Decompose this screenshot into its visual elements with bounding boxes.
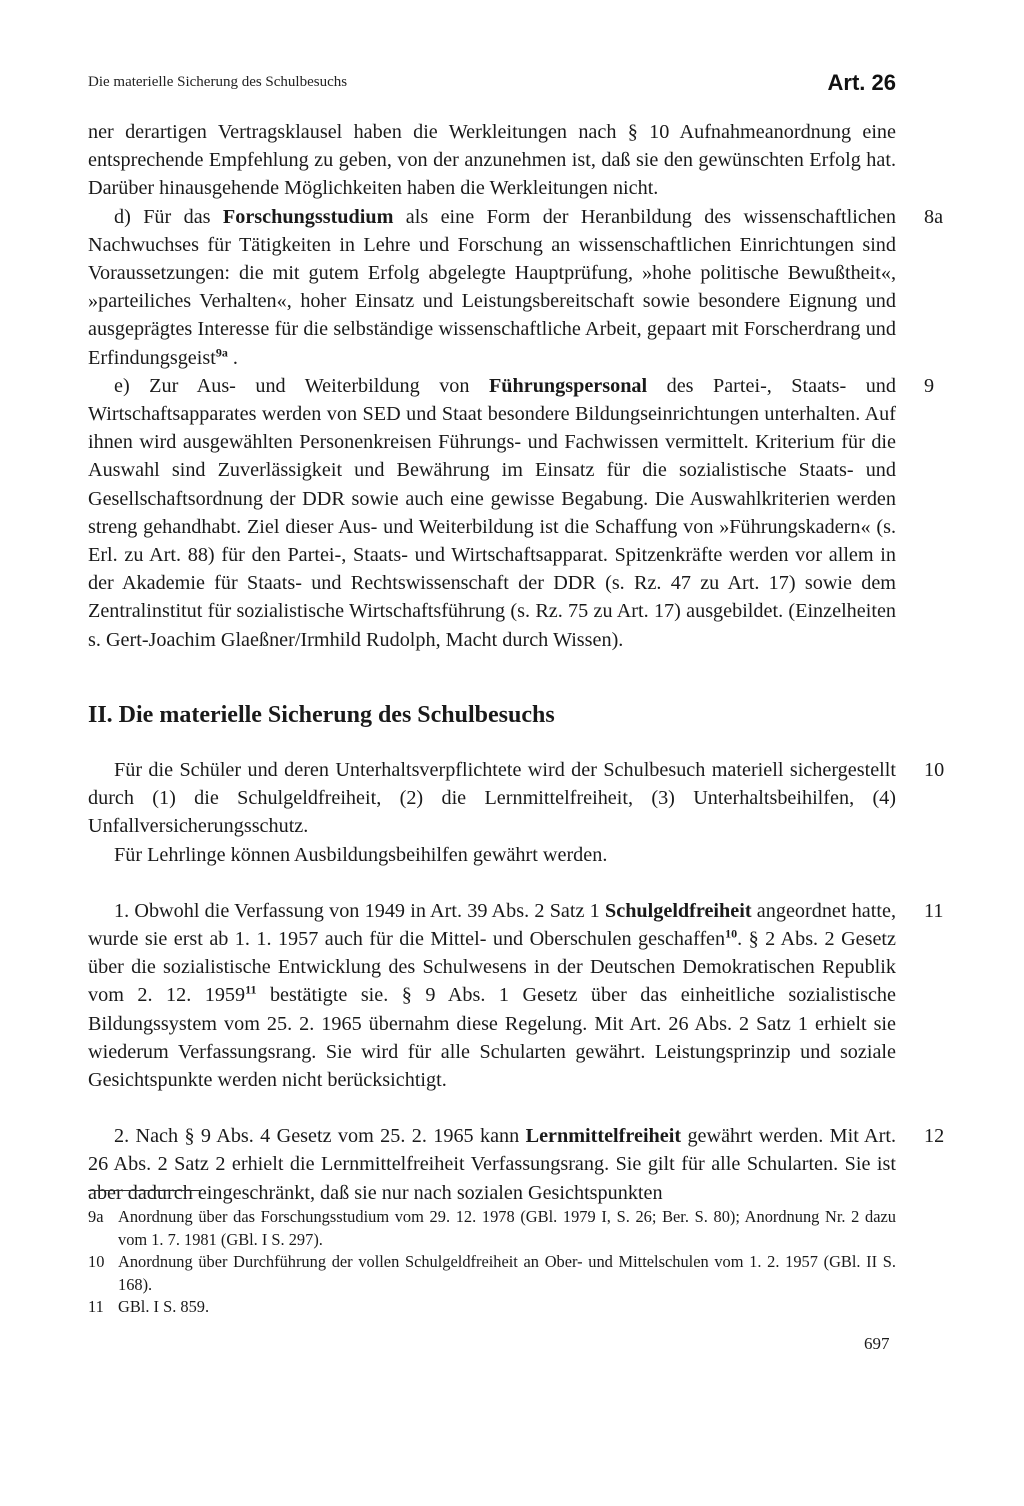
bold-term: Führungspersonal <box>488 374 648 397</box>
bold-term: Forschungsstudium <box>222 205 394 228</box>
paragraph-intro: 10 Für die Schüler und deren Unterhaltsverpflichtete wird der Schulbesuch materiell sichergestellt durch (1) die Schulgeldfreiheit, (2) die Lernmittelfreiheit, (3) Unterhaltsbeihilfen, (4) Unfallversicherungsschutz. <box>88 756 896 841</box>
footnote-ref: 10 <box>725 926 738 941</box>
footnote <box>88 1296 896 1319</box>
running-header-title: Die materielle Sicherung des Schulbesuchs <box>88 74 348 90</box>
footnote-text: Anordnung über das Forschungsstudium vom 29. 12. 1978 (GBl. 1979 I, S. 26; Ber. S. 80); Anordnung Nr. 2 dazu vom 1. 7. 1981 (GBl. I S. 297). <box>118 1207 896 1249</box>
paragraph-lernmittelfreiheit: 12 2. Nach § 9 Abs. 4 Gesetz vom 25. 2. 1965 kann Lernmittelfreiheit gewährt werden. Mit Art. 26 Abs. 2 Satz 2 erhielt die Lernmittelfreiheit Verfassungsrang. Sie gilt für alle Schularten. Sie ist aber dadurch eingeschränkt, daß sie nur nach sozialen Gesichtspunkten <box>88 1122 896 1207</box>
footnote <box>88 1251 896 1296</box>
margin-number: 8a <box>924 205 944 228</box>
footnote-ref: 11 <box>245 982 257 997</box>
footnote-number: 11 <box>88 1297 104 1317</box>
footnote-divider <box>88 1190 202 1191</box>
margin-number: 12 <box>924 1125 945 1148</box>
margin-number: 9 <box>924 374 935 397</box>
footnote <box>88 1206 896 1251</box>
bold-term: Lernmittelfreiheit <box>525 1125 682 1148</box>
margin-number: 11 <box>924 899 944 922</box>
body-text-section <box>88 756 945 1207</box>
footnote-number: 9a <box>88 1207 104 1226</box>
paragraph-schulgeldfreiheit: 11 1. Obwohl die Verfassung von 1949 in Art. 39 Abs. 2 Satz 1 Schulgeldfreiheit angeordnet hatte, wurde sie erst ab 1. 1. 1957 auch für die Mittel- und Oberschulen geschaffen$^{10}$. § 2 Abs. 2 Gesetz über die sozialistische Entwicklung des Schulwesens in der Deutschen Demokratischen Republik vom 2. 12. 1959$^{11}$ bestätigte sie. § 9 Abs. 1 Gesetz über das einheitliche sozialistische Bildungssystem vom 25. 2. 1965 übernahm diese Regelung. Mit Art. 26 Abs. 2 Satz 1 erhielt sie wiederum Verfassungsrang. Sie wird für alle Schularten gewährt. Leistungsprinzip und soziale Gesichtspunkte werden nicht berücksichtigt. <box>88 897 896 1094</box>
bold-term: Schulgeldfreiheit <box>605 899 752 922</box>
body-text-top <box>88 118 944 654</box>
paragraph-continuation: ner derartigen Vertragsklausel haben die Werkleitungen nach § 10 Aufnahmeanordnung eine entsprechende Empfehlung zu geben, von der anzunehmen ist, daß sie den gewünschten Erfolg hat. Darüber hinausgehende Möglichkeiten haben die Werkleitungen nicht. <box>88 121 896 200</box>
footnotes <box>88 1206 896 1319</box>
footnote-number: 10 <box>88 1252 105 1272</box>
paragraph-lehrlinge: Für Lehrlinge können Ausbildungsbeihilfen gewährt werden. <box>114 843 608 866</box>
article-number-header: Art. 26 <box>827 70 896 95</box>
footnote-text: GBl. I S. 859. <box>118 1297 210 1317</box>
footnote-text: Anordnung über Durchführung der vollen Schulgeldfreiheit an Ober- und Mittelschulen vom 1. 2. 1957 (GBl. II S. 168). <box>118 1252 896 1294</box>
page-number: 697 <box>864 1334 890 1353</box>
footnote-ref: 9a <box>215 344 228 359</box>
paragraph-fuehrungspersonal: 9 e) Zur Aus- und Weiterbildung von Führungspersonal des Partei-, Staats- und Wirtschaftsapparates werden von SED und Staat besondere Bildungseinrichtungen unterhalten. Auf ihnen wird ausgewählten Personenkreisen Führungs- und Fachwissen vermittelt. Kriterium für die Auswahl sind Zuverlässigkeit und Bewährung im Einsatz für die sozialistische Staats- und Gesellschaftsordnung der DDR sowie auch eine gewisse Begabung. Die Auswahlkriterien werden streng gehandhabt. Ziel dieser Aus- und Weiterbildung ist die Schaffung von »Führungskadern« (s. Erl. zu Art. 88) für den Partei-, Staats- und Wirtschaftsapparat. Spitzenkräfte werden vor allem in der Akademie für Staats- und Rechtswissenschaft der DDR (s. Rz. 47 zu Art. 17) sowie dem Zentralinstitut für sozialistische Wirtschaftsführung (s. Rz. 75 zu Art. 17) ausgebildet. (Einzelheiten s. Gert-Joachim Glaeßner/Irmhild Rudolph, Macht durch Wissen). <box>88 372 896 654</box>
section-heading: II. Die materielle Sicherung des Schulbesuchs <box>88 702 555 728</box>
paragraph-forschungsstudium: 8a d) Für das Forschungsstudium als eine Form der Heranbildung des wissenschaftlichen Nachwuchses für Tätigkeiten in Lehre und Forschung an wissenschaftlichen Einrichtungen sind Voraussetzungen: die mit gutem Erfolg abgelegte Hauptprüfung, »hohe politische Bewußtheit«, »parteiliches Verhalten«, hoher Einsatz und Leistungsbereitschaft sowie besondere Eignung und ausgeprägtes Interesse für die selbständige wissenschaftliche Arbeit, gepaart mit Forscherdrang und Erfindungsgeist$^{9a}$ . <box>88 203 896 372</box>
margin-number: 10 <box>924 759 945 781</box>
